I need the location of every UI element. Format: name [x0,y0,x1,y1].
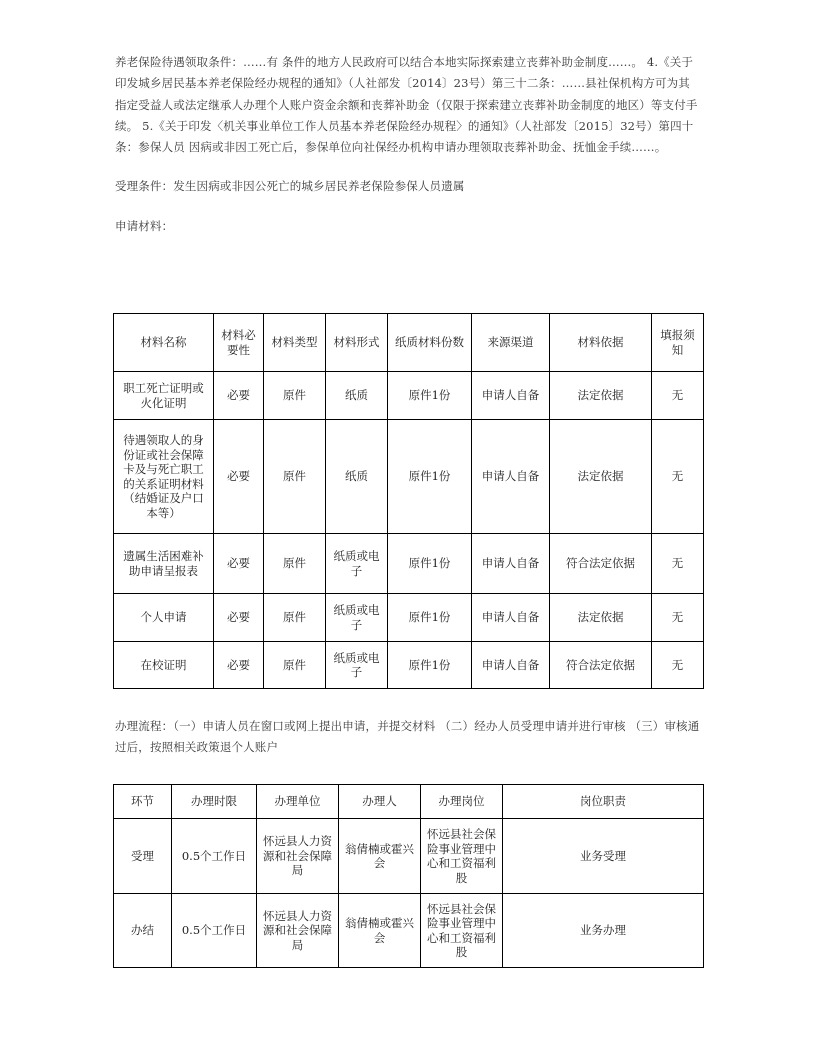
materials-table [113,313,704,689]
process-unit: 怀远县人力资源和社会保障局 [257,819,339,894]
process-post: 怀远县社会保险事业管理中心和工资福利股 [421,894,503,968]
table-row [114,534,704,594]
process-handler: 翁倩楠或霍兴会 [339,894,421,968]
material-copies: 原件1份 [388,420,472,534]
table-row [114,372,704,420]
material-source: 申请人自备 [472,420,550,534]
material-type: 原件 [264,372,326,420]
material-form: 纸质或电子 [326,594,388,642]
material-basis: 符合法定依据 [550,642,652,689]
material-name: 遗属生活困难补助申请呈报表 [114,534,214,594]
table-row [114,594,704,642]
material-type: 原件 [264,420,326,534]
material-notes: 无 [652,372,704,420]
header-form: 材料形式 [326,314,388,372]
header-post: 办理岗位 [421,785,503,819]
material-source: 申请人自备 [472,594,550,642]
material-name: 个人申请 [114,594,214,642]
material-form: 纸质或电子 [326,642,388,689]
material-form: 纸质 [326,372,388,420]
material-necessity: 必要 [214,420,264,534]
materials-label: 申请材料： [115,218,174,233]
process-step: 办结 [114,894,172,968]
material-type: 原件 [264,594,326,642]
material-notes: 无 [652,594,704,642]
material-necessity: 必要 [214,372,264,420]
material-necessity: 必要 [214,534,264,594]
material-source: 申请人自备 [472,642,550,689]
header-paper-copies: 纸质材料份数 [388,314,472,372]
material-form: 纸质或电子 [326,534,388,594]
material-notes: 无 [652,420,704,534]
process-time-limit: 0.5个工作日 [172,894,257,968]
material-copies: 原件1份 [388,642,472,689]
header-handler: 办理人 [339,785,421,819]
material-copies: 原件1份 [388,534,472,594]
header-notes: 填报须知 [652,314,704,372]
material-notes: 无 [652,642,704,689]
table-row [114,819,704,894]
process-handler: 翁倩楠或霍兴会 [339,819,421,894]
acceptance-condition: 受理条件：发生因病或非因公死亡的城乡居民养老保险参保人员遗属 [115,179,465,194]
header-necessity: 材料必要性 [214,314,264,372]
header-source: 来源渠道 [472,314,550,372]
header-time-limit: 办理时限 [172,785,257,819]
header-unit: 办理单位 [257,785,339,819]
process-description: 办理流程：（一）申请人员在窗口或网上提出申请，并提交材料 （二）经办人员受理申请并进行审核 （三）审核通过后，按照相关政策退个人账户 [115,719,700,755]
table-row [114,894,704,968]
basis-paragraph: 养老保险待遇领取条件：……有 条件的地方人民政府可以结合本地实际探索建立丧葬补助金制度……。 4.《关于印发城乡居民基本养老保险经办规程的通知》（人社部发〔2014〕23号）第三十二条：……县社保机构方可为其 指定受益人或法定继承人办理个人账户资金余额和丧葬补助金（仅限于探索建立丧葬补助金制度的地区）等支付手续。 5.《关于印发〈机关事业单位工作人员基本养老保险经办规程〉的通知》（人社部发〔2015〕32号）第四十条：参保人员 因病或非因工死亡后，参保单位向社保经办机构申请办理领取丧葬补助金、抚恤金手续……。 [115,55,698,155]
process-header-row [114,785,704,819]
header-material-name: 材料名称 [114,314,214,372]
material-basis: 法定依据 [550,594,652,642]
table-row [114,420,704,534]
table-row [114,642,704,689]
material-name: 职工死亡证明或火化证明 [114,372,214,420]
material-source: 申请人自备 [472,534,550,594]
process-duty: 业务受理 [503,819,704,894]
header-basis: 材料依据 [550,314,652,372]
process-step: 受理 [114,819,172,894]
material-necessity: 必要 [214,642,264,689]
process-table [113,784,704,968]
material-name: 在校证明 [114,642,214,689]
process-post: 怀远县社会保险事业管理中心和工资福利股 [421,819,503,894]
material-name: 待遇领取人的身份证或社会保障卡及与死亡职工的关系证明材料（结婚证及户口本等） [114,420,214,534]
material-type: 原件 [264,642,326,689]
process-unit: 怀远县人力资源和社会保障局 [257,894,339,968]
material-source: 申请人自备 [472,372,550,420]
process-duty: 业务办理 [503,894,704,968]
header-step: 环节 [114,785,172,819]
material-copies: 原件1份 [388,372,472,420]
material-basis: 法定依据 [550,420,652,534]
material-form: 纸质 [326,420,388,534]
material-copies: 原件1份 [388,594,472,642]
header-duty: 岗位职责 [503,785,704,819]
process-time-limit: 0.5个工作日 [172,819,257,894]
material-notes: 无 [652,534,704,594]
material-necessity: 必要 [214,594,264,642]
material-basis: 法定依据 [550,372,652,420]
material-basis: 符合法定依据 [550,534,652,594]
material-type: 原件 [264,534,326,594]
header-type: 材料类型 [264,314,326,372]
materials-header-row [114,314,704,372]
